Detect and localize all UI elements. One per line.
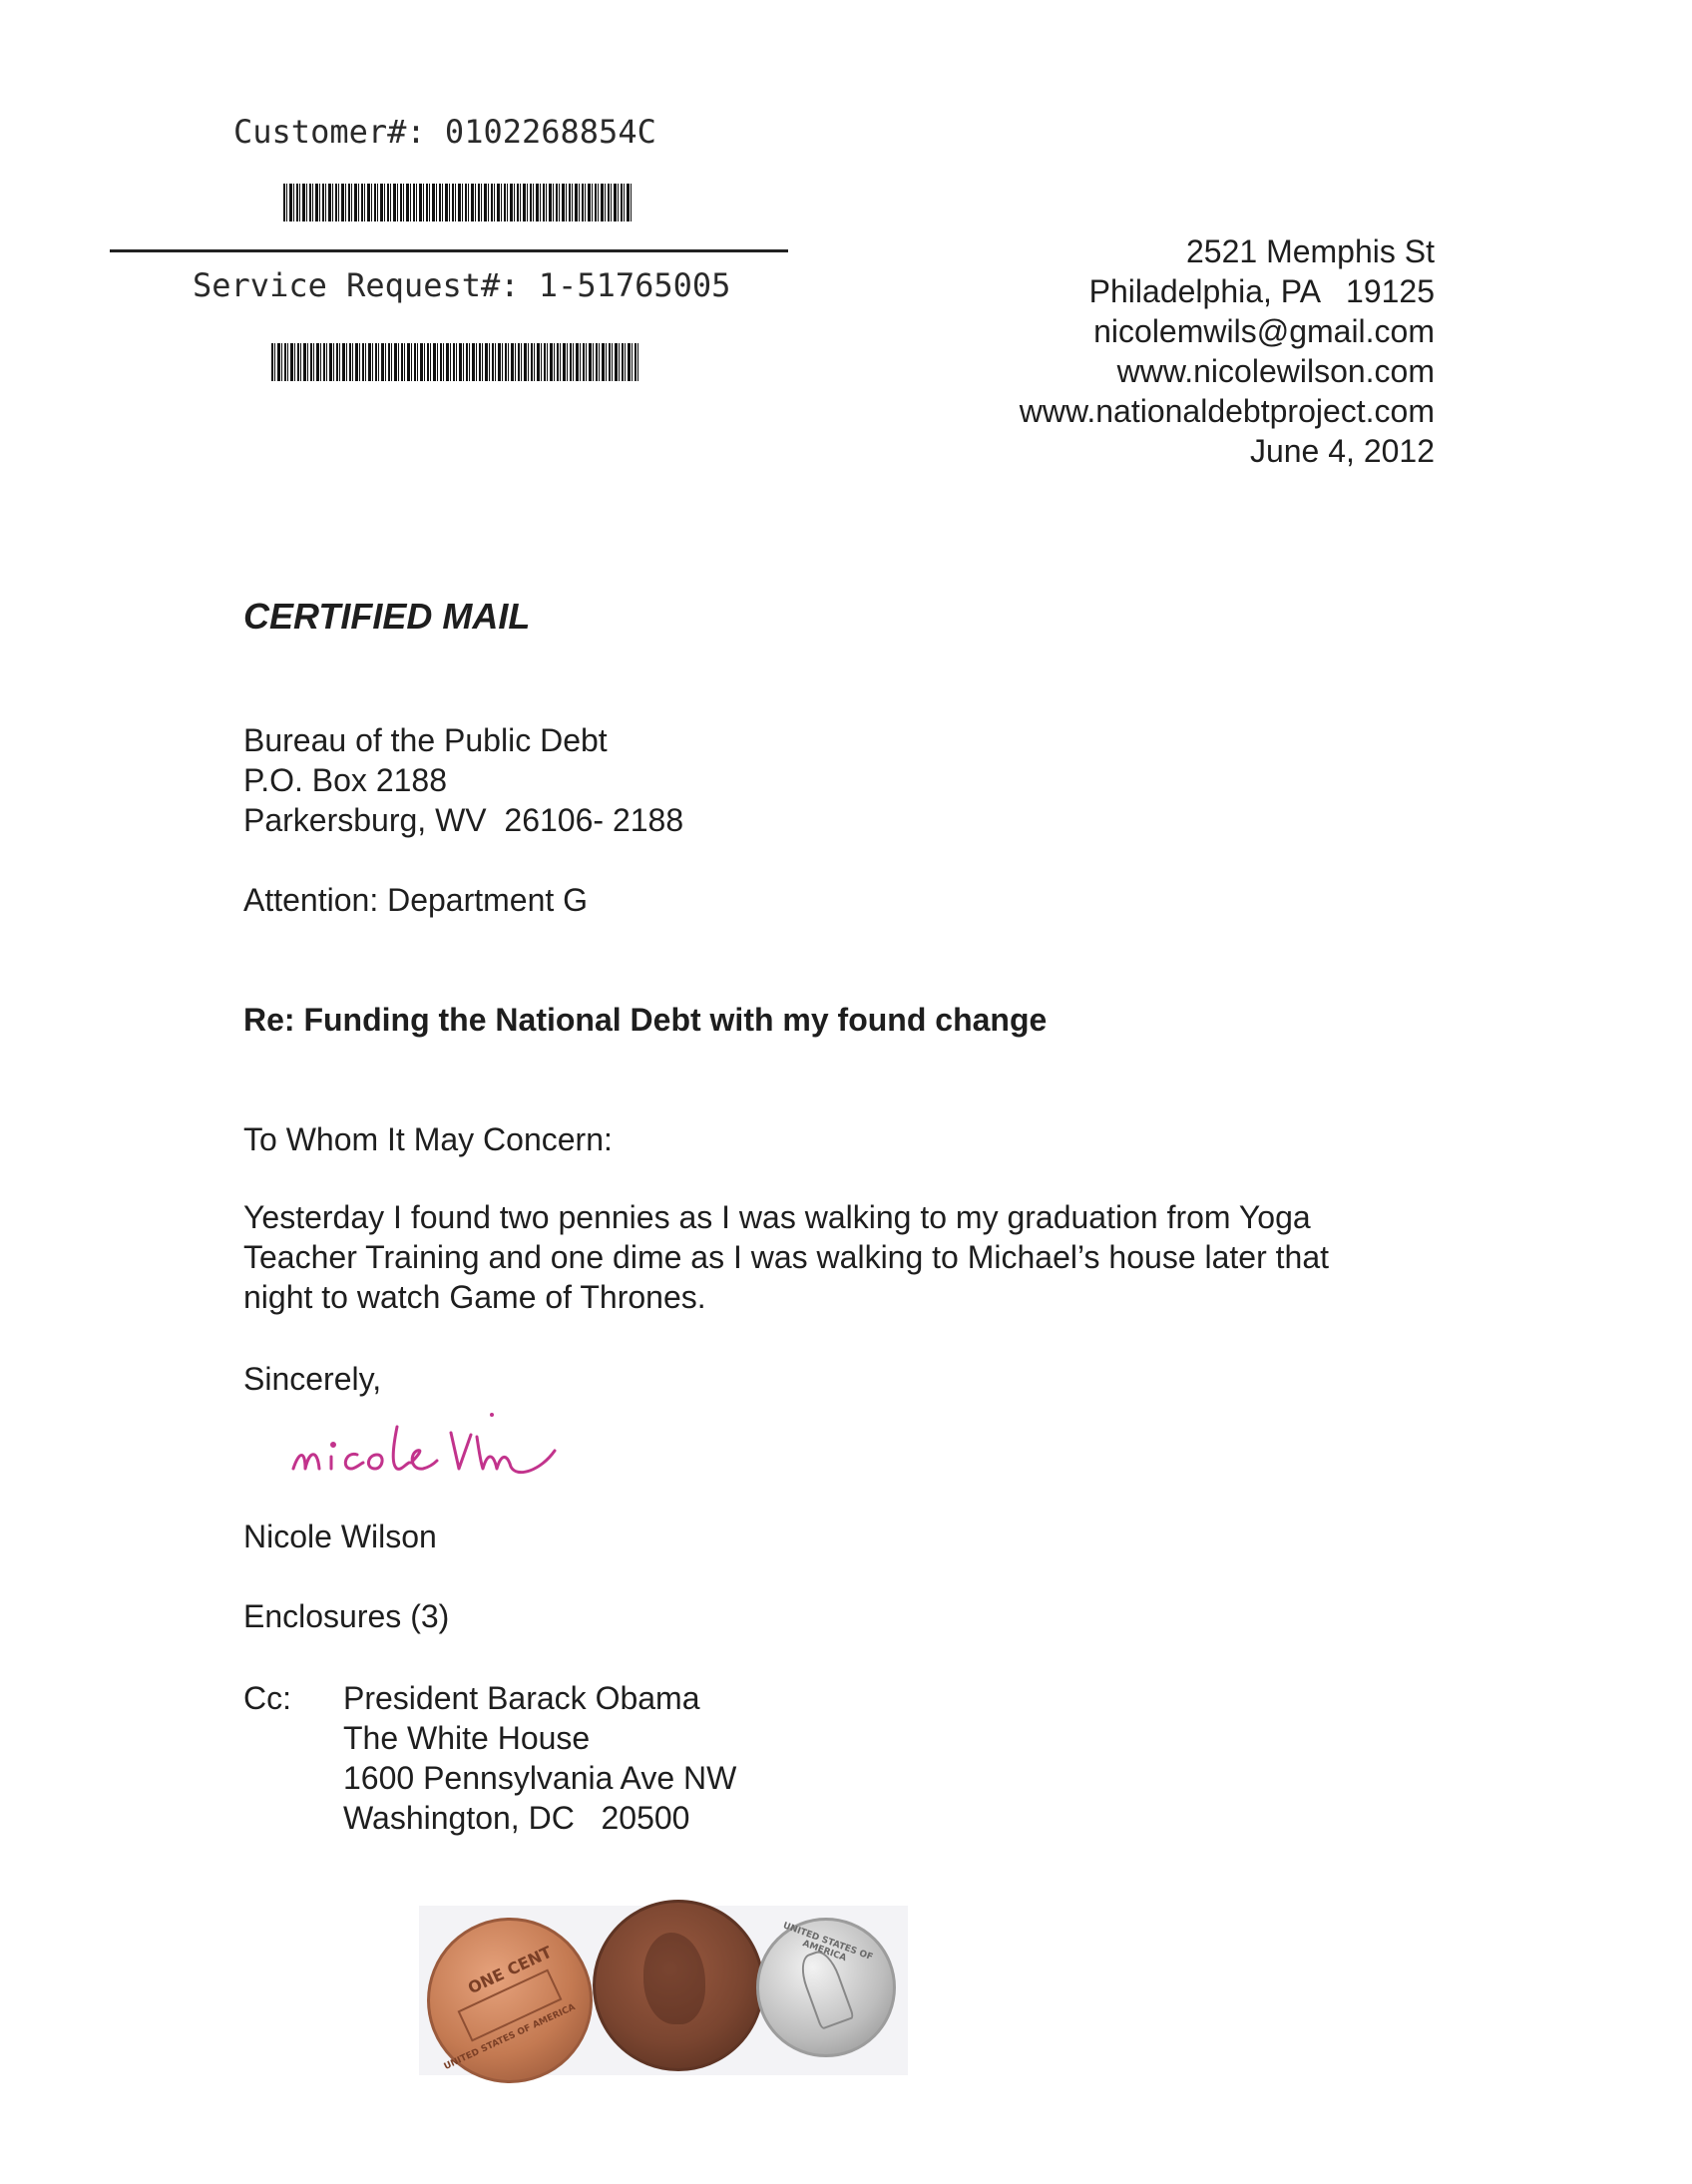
service-label: Service Request#: [193,266,520,304]
body-line-1: Yesterday I found two pennies as I was walking to my graduation from Yoga [243,1199,1311,1235]
cc-address [343,1678,736,1838]
customer-number: 0102268854C [444,113,656,151]
cc-line-4: Washington, DC 20500 [343,1800,690,1836]
sender-website-2: www.nationaldebtproject.com [1019,393,1435,429]
sender-city: Philadelphia, PA 19125 [1088,273,1435,309]
recipient-po-box: P.O. Box 2188 [243,762,447,798]
recipient-address [243,720,683,840]
customer-label: Customer#: [233,113,426,151]
dime-rim-text: UNITED STATES OF AMERICA [781,1921,875,1965]
body-line-2: Teacher Training and one dime as I was walking to Michael’s house later that [243,1239,1330,1275]
worn-penny-coin [593,1900,764,2071]
enclosures: Enclosures (3) [243,1598,450,1634]
cc-line-3: 1600 Pennsylvania Ave NW [343,1760,737,1796]
signature [285,1407,625,1497]
letter-body [243,1197,1329,1317]
sender-address [1020,231,1435,471]
cc-label: Cc: [243,1680,291,1716]
dime-coin [756,1918,896,2057]
service-request-line [193,265,730,305]
customer-barcode [283,184,633,221]
lincoln-portrait-icon [643,1933,705,2024]
sender-email: nicolemwils@gmail.com [1093,313,1435,349]
cc-line-1: President Barack Obama [343,1680,700,1716]
closing: Sincerely, [243,1361,382,1397]
service-barcode [271,343,640,381]
signer-name: Nicole Wilson [243,1519,437,1554]
penny-rim-text: UNITED STATES OF AMERICA [442,2002,578,2072]
certified-mail-heading: CERTIFIED MAIL [243,596,531,637]
subject-line: Re: Funding the National Debt with my found change [243,1002,1048,1038]
body-line-3: night to watch Game of Thrones. [243,1279,706,1315]
header-divider [110,249,788,252]
customer-number-line [233,112,656,152]
letter-date: June 4, 2012 [1249,433,1435,469]
penny-coin [427,1918,593,2083]
salutation: To Whom It May Concern: [243,1121,613,1157]
sender-street: 2521 Memphis St [1185,233,1435,269]
attention-line: Attention: Department G [243,882,589,918]
recipient-name: Bureau of the Public Debt [243,722,608,758]
cc-line-2: The White House [343,1720,591,1756]
recipient-city: Parkersburg, WV 26106- 2188 [243,802,684,838]
sender-website-1: www.nicolewilson.com [1116,353,1435,389]
service-number: 1-51765005 [538,266,731,304]
penny-value-text: ONE CENT [464,1942,556,1998]
